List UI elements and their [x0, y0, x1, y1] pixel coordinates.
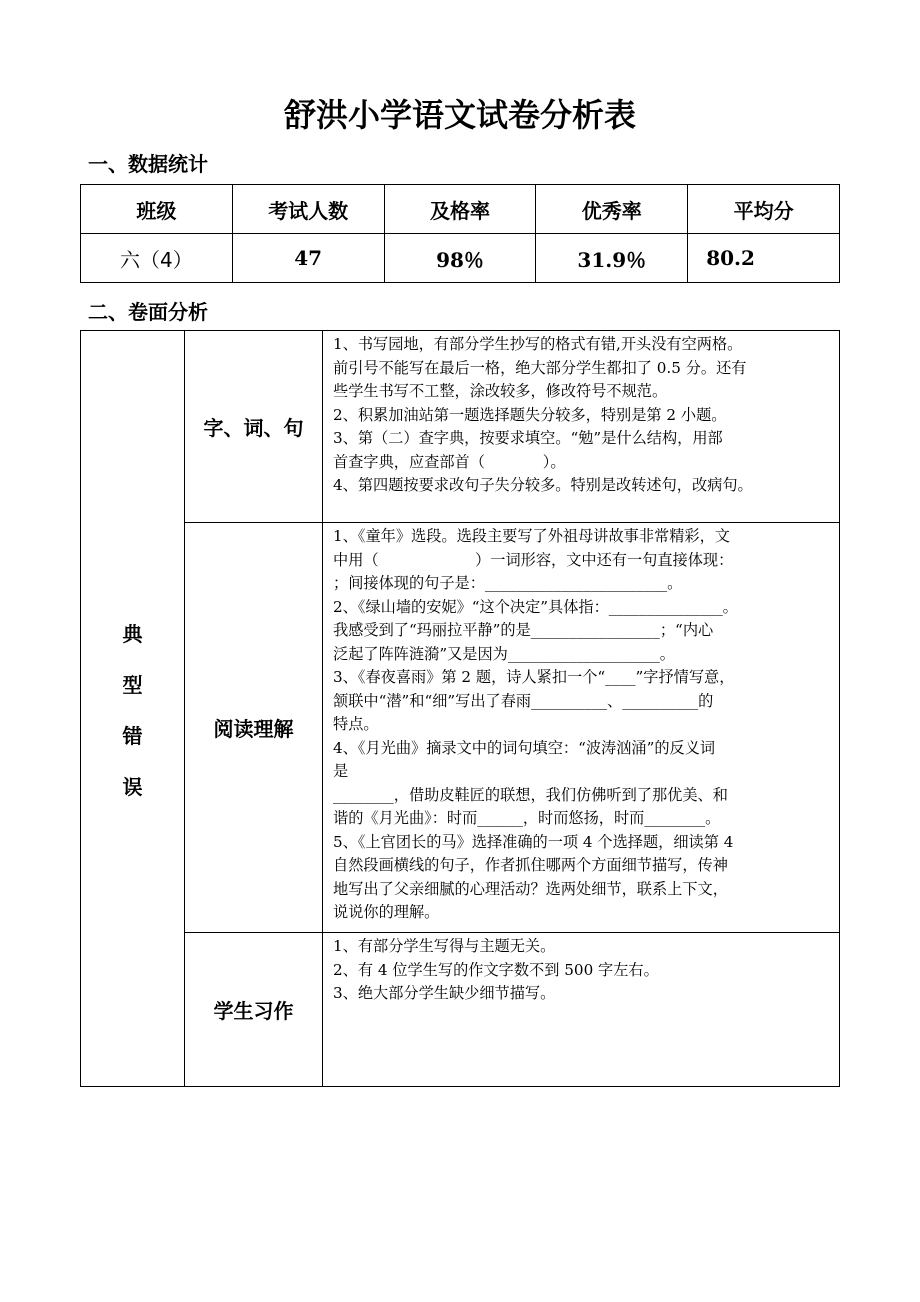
- detail-line: 泛起了阵阵涟漪”又是因为____________________。: [333, 644, 675, 663]
- statistics-data-row: [81, 234, 840, 283]
- cell-excellent-rate: 31.9％: [536, 234, 688, 283]
- category-words-sentences: 字、词、句: [185, 331, 323, 523]
- detail-reading: [323, 523, 840, 933]
- detail-line: 1、《童年》选段。选段主要写了外祖母讲故事非常精彩，文: [333, 527, 730, 545]
- analysis-row-writing: [81, 933, 840, 1087]
- detail-line: 特点。: [333, 715, 379, 733]
- analysis-row-words: [81, 331, 840, 523]
- detail-line: 是: [333, 762, 349, 780]
- detail-words-sentences: [323, 331, 840, 523]
- detail-line: 5、《上官团长的马》选择准确的一项 4 个选择题，细读第 4: [333, 832, 734, 851]
- cell-average-score: 80.2: [688, 234, 840, 283]
- detail-line: 4、《月光曲》摘录文中的词句填空：“波涛汹涌”的反义词: [333, 738, 716, 757]
- cell-pass-rate: 98％: [384, 234, 536, 283]
- section-heading-statistics: 一、数据统计: [88, 152, 208, 176]
- detail-line: 地写出了父亲细腻的心理活动？选两处细节，联系上下文，: [333, 879, 728, 898]
- page-title: 舒洪小学语文试卷分析表: [283, 96, 636, 134]
- category-reading: 阅读理解: [185, 523, 323, 933]
- detail-line: 自然段画横线的句子，作者抓住哪两个方面细节描写，传神: [333, 856, 728, 874]
- detail-line: ________，借助皮鞋匠的联想，我们仿佛听到了那优美、和: [333, 785, 728, 804]
- header-class: 班级: [81, 185, 233, 234]
- detail-writing: [323, 933, 840, 1087]
- detail-line: 3、《春夜喜雨》第 2 题，诗人紧扣一个“____”字抒情写意，: [333, 668, 735, 686]
- header-pass-rate: 及格率: [384, 185, 536, 234]
- header-excellent-rate: 优秀率: [536, 185, 688, 234]
- detail-line: 首查字典，应查部首（ ）。: [333, 452, 566, 471]
- detail-line: 1、书写园地，有部分学生抄写的格式有错,开头没有空两格。: [333, 335, 743, 353]
- detail-line: 2、积累加油站第一题选择题失分较多，特别是第 2 小题。: [333, 405, 727, 424]
- statistics-header-row: [81, 185, 840, 234]
- detail-line: ；间接体现的句子是：________________________。: [333, 574, 683, 592]
- detail-line: 颔联中“潜”和“细”写出了春雨__________、__________的: [333, 691, 714, 710]
- analysis-table: [80, 330, 840, 1087]
- detail-line: 中用（ ）一词形容，文中还有一句直接体现：: [333, 550, 734, 569]
- side-char: 典: [122, 621, 143, 646]
- detail-line: 我感受到了“玛丽拉平静”的是_________________；“内心: [333, 621, 714, 639]
- cell-exam-count: 47: [232, 234, 384, 283]
- detail-line: 说说你的理解。: [333, 903, 440, 921]
- header-exam-count: 考试人数: [232, 185, 384, 234]
- section-heading-analysis: 二、卷面分析: [88, 300, 208, 324]
- detail-line: 2、《绿山墙的安妮》“这个决定”具体指：_______________。: [333, 597, 738, 616]
- side-char: 误: [122, 774, 143, 799]
- detail-line: 3、绝大部分学生缺少细节描写。: [333, 984, 556, 1002]
- detail-line: 1、有部分学生写得与主题无关。: [333, 937, 556, 955]
- detail-line: 3、第（二）查字典，按要求填空。“勉”是什么结构，用部: [333, 429, 723, 447]
- detail-line: 谐的《月光曲》：时而______，时而悠扬，时而________。: [333, 809, 721, 827]
- side-char: 型: [122, 672, 143, 697]
- side-char: 错: [122, 723, 143, 748]
- header-average-score: 平均分: [688, 185, 840, 234]
- detail-line: 4、第四题按要求改句子失分较多。特别是改转述句，改病句。: [333, 476, 753, 494]
- detail-line: 2、有 4 位学生写的作文字数不到 500 字左右。: [333, 960, 659, 979]
- typical-errors-label: [81, 331, 185, 1087]
- analysis-row-reading: [81, 523, 840, 933]
- statistics-table: [80, 184, 840, 283]
- detail-line: 前引号不能写在最后一格，绝大部分学生都扣了 0.5 分。还有: [333, 358, 747, 377]
- category-writing: 学生习作: [185, 933, 323, 1087]
- detail-line: 些学生书写不工整，涂改较多，修改符号不规范。: [333, 382, 668, 400]
- cell-class: 六（4）: [81, 234, 233, 283]
